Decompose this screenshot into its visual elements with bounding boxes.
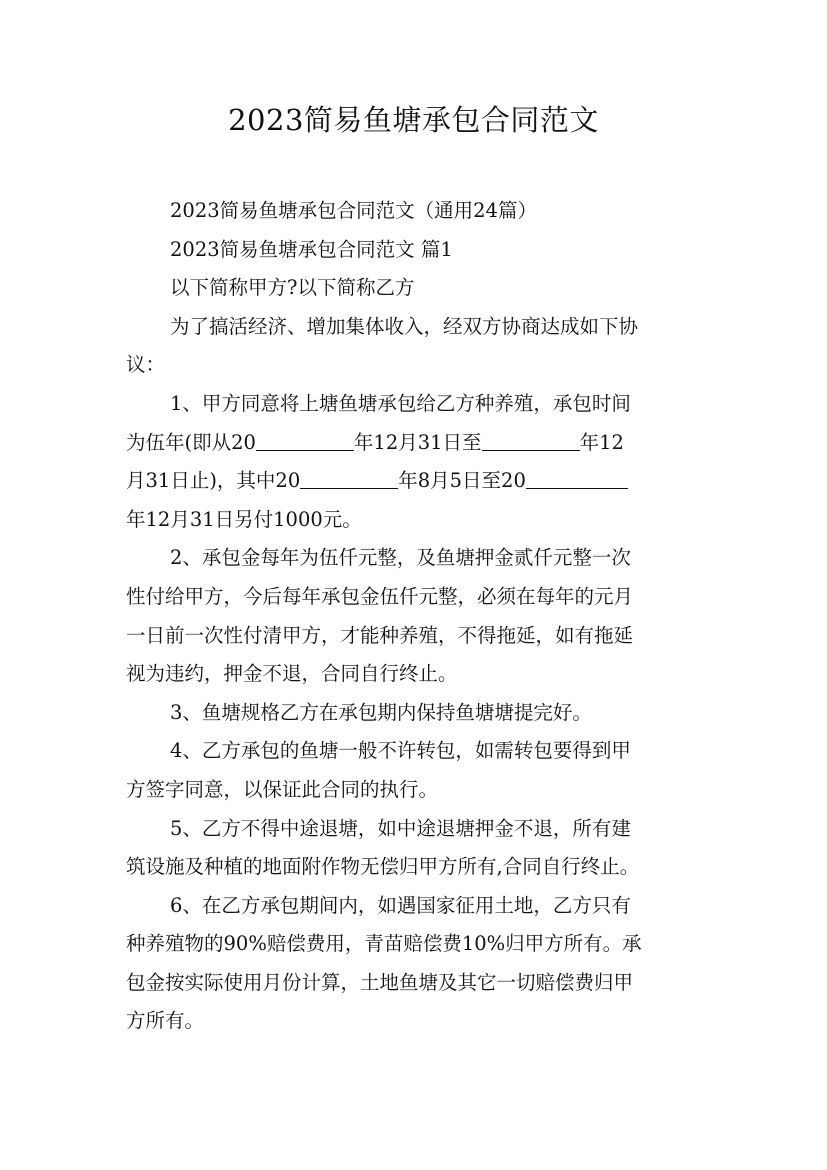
paragraph-line: 5、乙方不得中途退塘，如中途退塘押金不退，所有建 [170,816,631,840]
paragraph-line: 一日前一次性付清甲方，才能种养殖，不得拖延，如有拖延 [126,623,634,647]
paragraph-line: 种养殖物的90%赔偿费用，青苗赔偿费10%归甲方所有。承 [126,932,642,956]
fill-in-blank [300,466,398,489]
document-body [126,192,706,1041]
paragraph-line: 3、鱼塘规格乙方在承包期内保持鱼塘塘提完好。 [170,700,592,724]
paragraph-line: 6、在乙方承包期间内，如遇国家征用土地，乙方只有 [170,893,631,917]
fill-in-blank [256,428,354,451]
paragraph-line: 性付给甲方，今后每年承包金伍仟元整，必须在每年的元月 [126,584,634,608]
paragraph-line: 为了搞活经济、增加集体收入，经双方协商达成如下协 [170,314,639,338]
paragraph-line: 以下简称甲方?以下简称乙方 [170,276,415,300]
paragraph-line: 年12月31日另付1000元。 [126,507,362,531]
paragraph-line: 议： [126,353,166,377]
text-segment: 为伍年(即从20 [126,430,256,454]
paragraph-line [126,462,706,501]
paragraph-line: 1、甲方同意将上塘鱼塘承包给乙方种养殖，承包时间 [170,391,631,415]
document-title: 2023简易鱼塘承包合同范文 [228,103,599,137]
fill-in-blank [482,428,580,451]
paragraph-line [126,424,706,463]
paragraph-line: 方所有。 [126,1009,205,1033]
paragraph-line: 视为违约，押金不退，合同自行终止。 [126,662,458,686]
paragraph-line: 筑设施及种植的地面附作物无偿归甲方所有,合同自行终止。 [126,855,640,879]
text-segment: 年12月31日至 [353,430,482,454]
fill-in-blank [526,466,628,489]
paragraph-line: 包金按实际使用月份计算，土地鱼塘及其它一切赔偿费归甲 [126,970,634,994]
text-segment: 月31日止)，其中20 [126,469,301,493]
paragraph-line: 2、承包金每年为伍仟元整，及鱼塘押金贰仟元整一次 [170,546,631,570]
text-segment: 年12 [579,430,624,454]
paragraph-line: 方签字同意，以保证此合同的执行。 [126,777,439,801]
paragraph-line: 4、乙方承包的鱼塘一般不许转包，如需转包要得到甲 [170,739,631,763]
paragraph-line: 2023简易鱼塘承包合同范文 篇1 [170,237,453,261]
paragraph-line: 2023简易鱼塘承包合同范文（通用24篇） [170,199,537,222]
text-segment: 年8月5日至20 [398,469,526,493]
